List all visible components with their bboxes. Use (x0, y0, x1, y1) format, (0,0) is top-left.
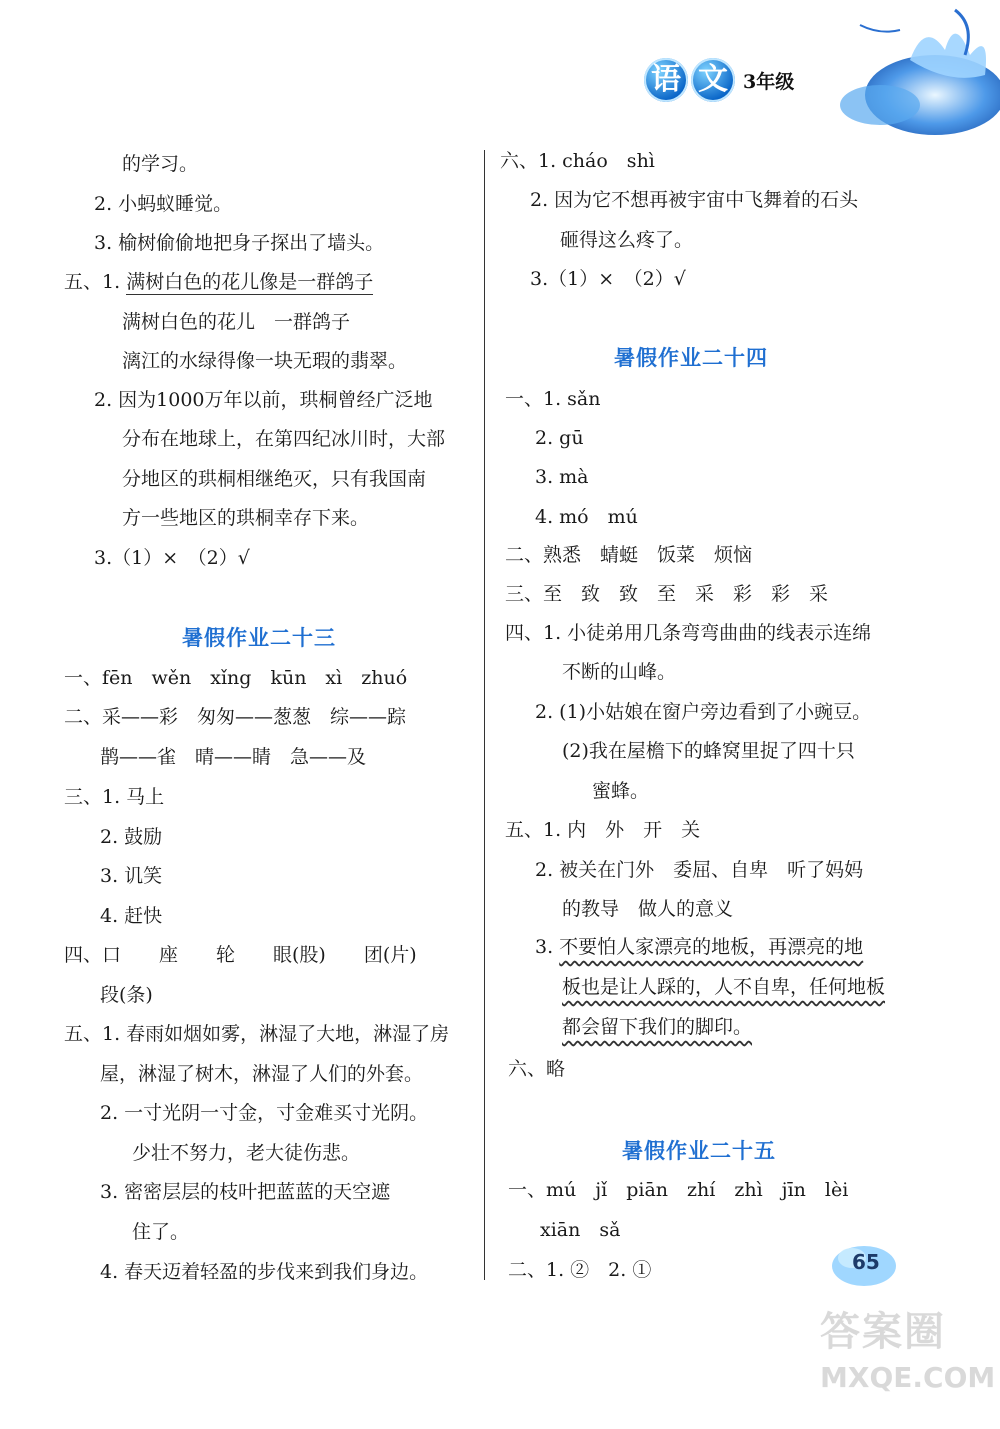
answer-line: 二、采——彩 匆匆——葱葱 综——踪 (64, 706, 407, 728)
answer-line: 五、1. 春雨如烟如雾，淋湿了大地，淋湿了房 (64, 1023, 450, 1045)
answer-line: 方一些地区的珙桐幸存下来。 (122, 507, 370, 529)
answer-line: 段(条) (100, 984, 153, 1006)
answer-line: 2. gū (535, 427, 584, 449)
section-title: 暑假作业二十四 (614, 345, 768, 370)
underlined-sentence: 满树白色的花儿像是一群鸽子 (126, 271, 374, 293)
subject-char-2: 文 (691, 58, 735, 102)
answer-line: 不断的山峰。 (562, 661, 677, 683)
section-title: 暑假作业二十五 (622, 1138, 776, 1163)
answer-line: 六、1. cháo shì (500, 150, 655, 172)
answer-line (562, 1014, 752, 1040)
item-number: 五、1. (64, 271, 121, 293)
answer-line: 一、fēn wěn xǐng kūn xì zhuó (64, 667, 408, 689)
answer-line: 2. 一寸光阴一寸金，寸金难买寸光阴。 (100, 1102, 429, 1124)
answer-line: 分地区的珙桐相继绝灭，只有我国南 (122, 468, 427, 490)
answer-line: 漓江的水绿得像一块无瑕的翡翠。 (122, 350, 408, 372)
answer-line: 二、熟悉 蜻蜓 饭菜 烦恼 (505, 544, 753, 566)
answer-line: 3. mà (535, 466, 589, 488)
answer-line (562, 974, 885, 1000)
wavy-underlined-text: 板也是让人踩的，人不自卑，任何地板 (562, 976, 886, 998)
answer-line: 三、至 致 致 至 采 彩 彩 采 (505, 583, 829, 605)
answer-line: 3. 榆树偷偷地把身子探出了墙头。 (94, 232, 385, 254)
answer-line: 分布在地球上，在第四纪冰川时，大部 (122, 428, 446, 450)
answer-line: 2. 鼓励 (100, 826, 163, 848)
answer-line: 3. 讥笑 (100, 865, 163, 887)
answer-line: 3.（1）× （2）√ (94, 547, 250, 569)
answer-line: 住了。 (132, 1221, 190, 1243)
answer-line: 屋，淋湿了树木，淋湿了人们的外套。 (100, 1063, 424, 1085)
answer-line (535, 934, 863, 960)
answer-line: 满树白色的花儿 一群鸽子 (122, 311, 351, 333)
answer-line: 3.（1）× （2）√ (530, 268, 686, 290)
subject-char-1: 语 (644, 58, 688, 102)
answer-line (64, 269, 373, 295)
answer-line: 砸得这么疼了。 (560, 229, 694, 251)
answer-line: 4. 春天迈着轻盈的步伐来到我们身边。 (100, 1261, 429, 1283)
watermark-logo: 答案圈 (820, 1309, 946, 1355)
answer-line: (2)我在屋檐下的蜂窝里捉了四十只 (562, 740, 855, 762)
watermark (820, 1300, 996, 1420)
page-number: 65 (852, 1250, 880, 1274)
page-header (0, 0, 1000, 140)
answer-line: 六、略 (508, 1058, 566, 1080)
wavy-underlined-text: 都会留下我们的脚印。 (562, 1016, 753, 1038)
answer-line: 一、1. sǎn (505, 388, 601, 410)
item-number: 3. (535, 936, 560, 958)
answer-line: 二、1. ② 2. ① (508, 1259, 652, 1281)
watermark-url: MXQE.COM (820, 1361, 996, 1394)
answer-line: 蜜蜂。 (592, 780, 650, 802)
answer-line: 五、1. 内 外 开 关 (505, 819, 701, 841)
answer-line: 鹊——雀 晴——睛 急——及 (100, 746, 367, 768)
column-divider (484, 150, 485, 1280)
wavy-underlined-text: 不要怕人家漂亮的地板，再漂亮的地 (559, 936, 864, 958)
answer-line: 三、1. 马上 (64, 786, 165, 808)
answer-line: 4. 赶快 (100, 905, 163, 927)
page-number-badge (822, 1234, 902, 1294)
section-title: 暑假作业二十三 (182, 625, 336, 650)
answer-line: 2. 因为它不想再被宇宙中飞舞着的石头 (530, 189, 859, 211)
answer-line: 2. 因为1000万年以前，珙桐曾经广泛地 (94, 389, 433, 411)
answer-line: 4. mó mú (535, 506, 638, 528)
answer-line: 2. 小蚂蚁睡觉。 (94, 193, 233, 215)
answer-line: xiān sǎ (540, 1219, 621, 1241)
answer-line: 四、口 座 轮 眼(股) 团(片) (64, 944, 417, 966)
answer-line: 四、1. 小徒弟用几条弯弯曲曲的线表示连绵 (505, 622, 872, 644)
answer-line: 的学习。 (122, 153, 199, 175)
lotus-decoration-icon (760, 0, 1000, 140)
answer-line: 的教导 做人的意义 (562, 898, 734, 920)
answer-line: 少壮不努力，老大徒伤悲。 (132, 1142, 361, 1164)
answer-line: 3. 密密层层的枝叶把蓝蓝的天空遮 (100, 1181, 391, 1203)
answer-line: 2. (1)小姑娘在窗户旁边看到了小豌豆。 (535, 701, 872, 723)
answer-line: 2. 被关在门外 委屈、自卑 听了妈妈 (535, 859, 864, 881)
grade-label: 3年级 (743, 70, 795, 93)
subject-badge (644, 58, 794, 102)
answer-line: 一、mú jǐ piān zhí zhì jīn lèi (508, 1179, 849, 1201)
